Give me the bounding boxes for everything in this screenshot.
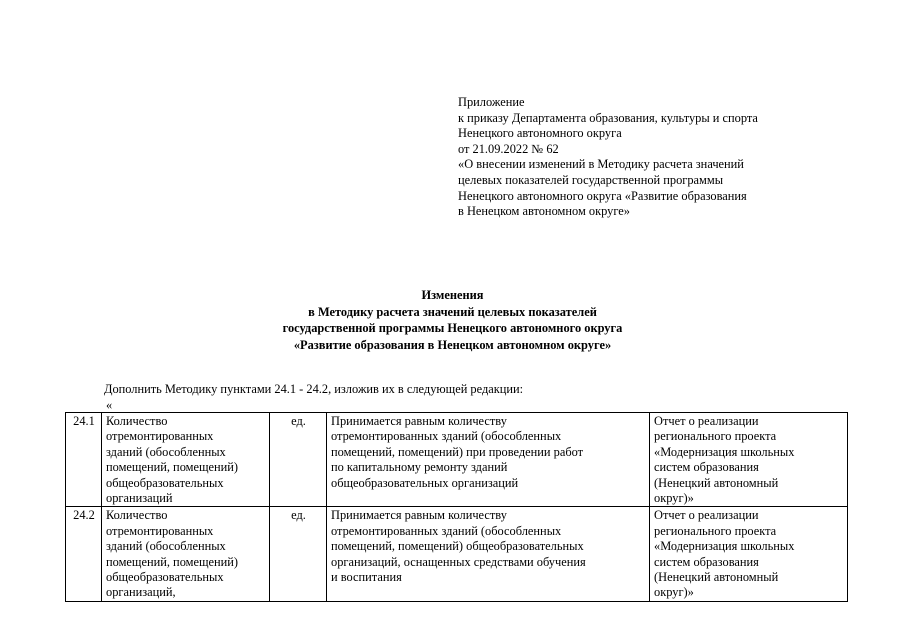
appendix-header xyxy=(458,95,888,220)
title-line: в Методику расчета значений целевых показателей xyxy=(308,304,597,319)
table-row xyxy=(66,507,848,601)
title-line: «Развитие образования в Ненецком автономном округе» xyxy=(293,337,612,352)
source-cell: Отчет о реализации регионального проекта «Модернизация школьных систем образования (Ненецкий автономный округ)» xyxy=(650,507,848,601)
method-cell: Принимается равным количеству отремонтированных зданий (обособленных помещений, помещений) общеобразовательных организаций, оснащенных средствами обучения и воспитания xyxy=(327,507,650,601)
title-line: Изменения xyxy=(421,288,484,302)
table-row xyxy=(66,413,848,507)
indicators-table xyxy=(65,412,848,602)
row-number: 24.2 xyxy=(66,507,102,601)
appendix-line: «О внесении изменений в Методику расчета значений xyxy=(458,157,744,172)
opening-quote: « xyxy=(106,398,113,412)
appendix-line: Приложение xyxy=(458,95,525,109)
indicator-cell: Количество отремонтированных зданий (обособленных помещений, помещений) общеобразовательных организаций, xyxy=(102,507,270,601)
unit-cell: ед. xyxy=(270,413,327,507)
appendix-line: Ненецкого автономного округа «Развитие образования xyxy=(458,188,747,203)
title-line: государственной программы Ненецкого автономного округа xyxy=(282,321,623,335)
intro-paragraph: Дополнить Методику пунктами 24.1 - 24.2, изложив их в следующей редакции: xyxy=(104,382,524,396)
appendix-line: от 21.09.2022 № 62 xyxy=(458,141,559,156)
appendix-line: целевых показателей государственной программы xyxy=(458,172,724,187)
appendix-line: Ненецкого автономного округа xyxy=(458,126,622,141)
row-number: 24.1 xyxy=(66,413,102,507)
document-title xyxy=(0,287,905,353)
indicator-cell: Количество отремонтированных зданий (обособленных помещений, помещений) общеобразовательных организаций xyxy=(102,413,270,507)
appendix-line: к приказу Департамента образования, культуры и спорта xyxy=(458,110,758,125)
appendix-line: в Ненецком автономном округе» xyxy=(458,204,630,219)
method-cell: Принимается равным количеству отремонтированных зданий (обособленных помещений, помещений) при проведении работ по капитальному ремонту зданий общеобразовательных организаций xyxy=(327,413,650,507)
unit-cell: ед. xyxy=(270,507,327,601)
source-cell: Отчет о реализации регионального проекта «Модернизация школьных систем образования (Ненецкий автономный округ)» xyxy=(650,413,848,507)
